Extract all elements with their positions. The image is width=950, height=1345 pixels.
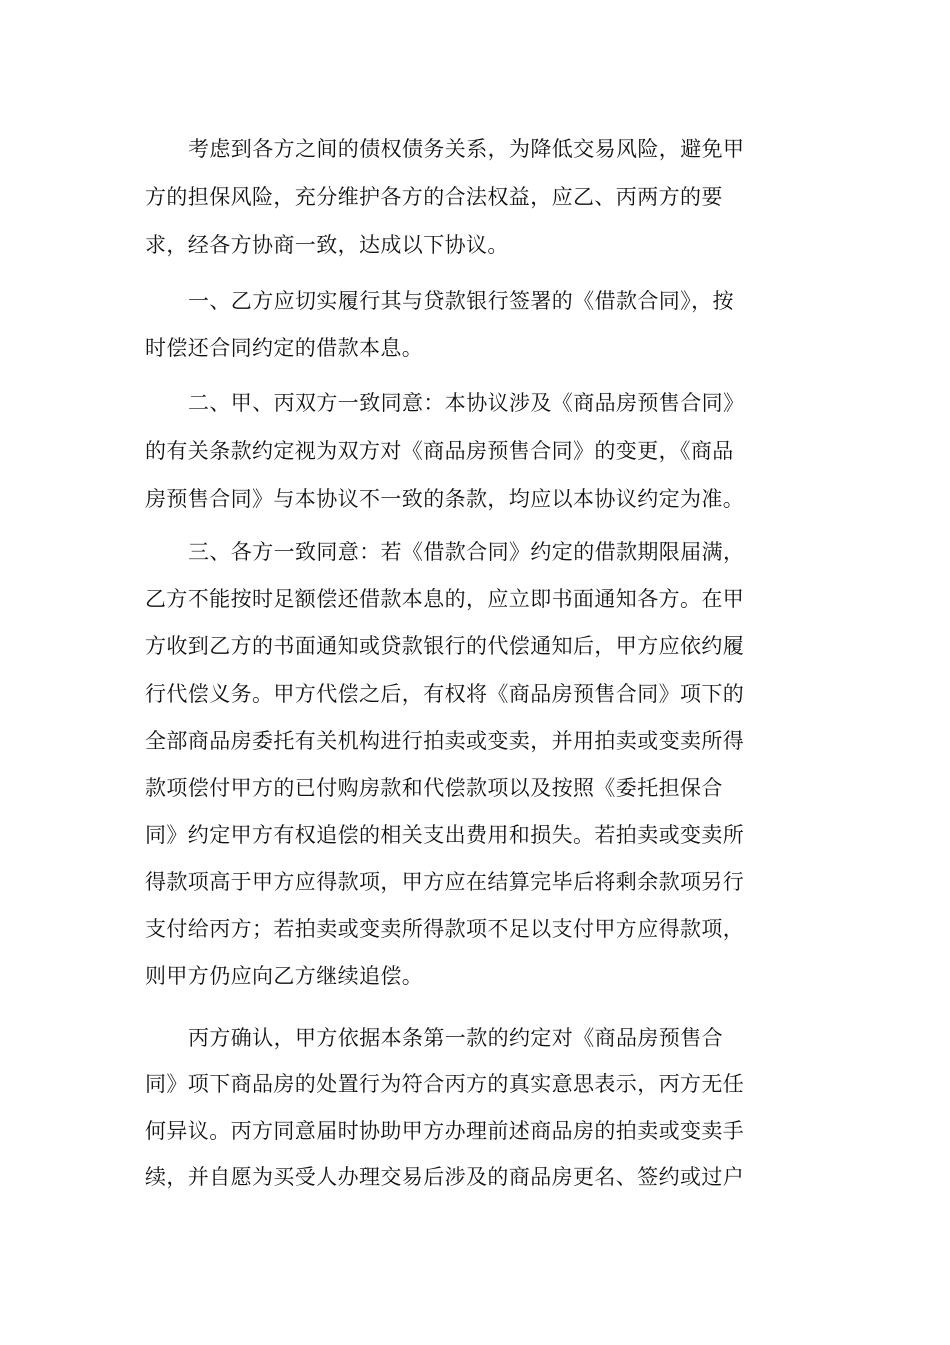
paragraph-5-line-1: 丙方确认，甲方依据本条第一款的约定对《商品房预售合	[188, 1026, 723, 1050]
paragraph-1-line-2: 方的担保风险，充分维护各方的合法权益，应乙、丙两方的要	[145, 185, 723, 209]
paragraph-2-line-1: 一、乙方应切实履行其与贷款银行签署的《借款合同》，按	[188, 289, 734, 313]
paragraph-4-line-3: 方收到乙方的书面通知或贷款银行的代偿通知后，甲方应依约履	[145, 634, 745, 658]
paragraph-4-line-2: 乙方不能按时足额偿还借款本息的，应立即书面通知各方。在甲	[145, 587, 745, 611]
paragraph-5-line-3: 何异议。丙方同意届时协助甲方办理前述商品房的拍卖或变卖手	[145, 1119, 745, 1143]
paragraph-4-line-10: 则甲方仍应向乙方继续追偿。	[145, 964, 424, 988]
paragraph-4-line-6: 款项偿付甲方的已付购房款和代偿款项以及按照《委托担保合	[145, 776, 723, 800]
paragraph-4-line-8: 得款项高于甲方应得款项，甲方应在结算完毕后将剩余款项另行	[145, 870, 745, 894]
paragraph-3-line-1: 二、甲、丙双方一致同意：本协议涉及《商品房预售合同》	[188, 391, 745, 415]
paragraph-1-line-1: 考虑到各方之间的债权债务关系，为降低交易风险，避免甲	[188, 137, 745, 161]
paragraph-4-line-1: 三、各方一致同意：若《借款合同》约定的借款期限届满，	[188, 540, 745, 564]
paragraph-4-line-4: 行代偿义务。甲方代偿之后，有权将《商品房预售合同》项下的	[145, 682, 745, 706]
paragraph-3-line-2: 的有关条款约定视为双方对《商品房预售合同》的变更，《商品	[145, 439, 734, 463]
paragraph-4-line-5: 全部商品房委托有关机构进行拍卖或变卖，并用拍卖或变卖所得	[145, 729, 745, 753]
paragraph-3-line-3: 房预售合同》与本协议不一致的条款，均应以本协议约定为准。	[145, 487, 745, 511]
paragraph-5-line-2: 同》项下商品房的处置行为符合丙方的真实意思表示，丙方无任	[145, 1072, 745, 1096]
paragraph-5-line-4: 续，并自愿为买受人办理交易后涉及的商品房更名、签约或过户	[145, 1165, 745, 1189]
paragraph-4-line-9: 支付给丙方；若拍卖或变卖所得款项不足以支付甲方应得款项，	[145, 917, 745, 941]
paragraph-2-line-2: 时偿还合同约定的借款本息。	[145, 336, 424, 360]
paragraph-4-line-7: 同》约定甲方有权追偿的相关支出费用和损失。若拍卖或变卖所	[145, 823, 745, 847]
paragraph-1-line-3: 求，经各方协商一致，达成以下协议。	[145, 233, 509, 257]
